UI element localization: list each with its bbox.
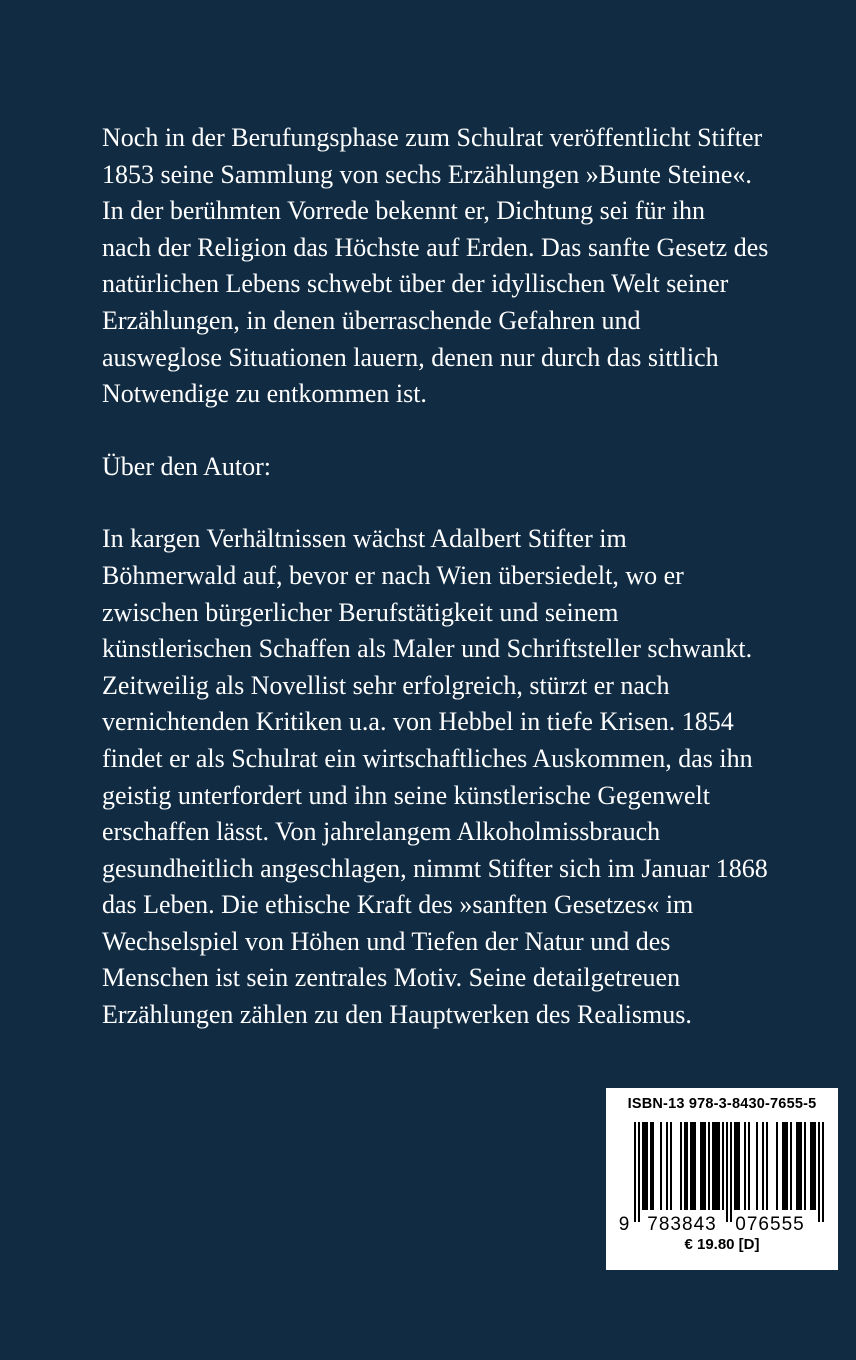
barcode-bar	[712, 1122, 714, 1210]
barcode-bar	[756, 1122, 758, 1210]
paragraph-gap	[102, 485, 822, 521]
barcode-image	[620, 1122, 824, 1234]
barcode-bar	[694, 1122, 696, 1210]
barcode-bar	[762, 1122, 764, 1210]
barcode-bar	[730, 1122, 732, 1222]
barcode-bar	[684, 1122, 686, 1210]
barcode-bar	[726, 1122, 728, 1222]
barcode-digits-right: 076555	[735, 1214, 805, 1235]
barcode-bar	[818, 1122, 820, 1222]
author-heading: Über den Autor:	[102, 451, 271, 481]
barcode-bar	[804, 1122, 806, 1210]
barcode-bar	[786, 1122, 788, 1210]
barcode-bar	[708, 1122, 710, 1210]
barcode-bar	[814, 1122, 816, 1210]
barcode-bar	[660, 1122, 662, 1210]
barcode-bar	[748, 1122, 750, 1210]
barcode-bar	[700, 1122, 702, 1210]
barcode-bars	[634, 1122, 824, 1222]
barcode-digit-first: 9	[618, 1214, 630, 1235]
barcode-bar	[722, 1122, 724, 1210]
barcode-bar	[810, 1122, 812, 1210]
barcode-bar	[766, 1122, 768, 1210]
barcode-bar	[686, 1122, 688, 1210]
blurb-text	[102, 120, 822, 1034]
barcode-bar	[650, 1122, 652, 1210]
barcode-bar	[716, 1122, 718, 1210]
barcode-bar	[646, 1122, 648, 1210]
barcode-bar	[782, 1122, 784, 1210]
barcode-bar	[638, 1122, 640, 1222]
barcode-bar	[702, 1122, 704, 1210]
barcode-bar	[704, 1122, 706, 1210]
barcode-bar	[644, 1122, 646, 1210]
barcode-bar	[738, 1122, 740, 1210]
barcode-bar	[718, 1122, 720, 1210]
barcode-bar	[822, 1122, 824, 1222]
barcode-bar	[690, 1122, 692, 1210]
barcode-bar	[634, 1122, 636, 1222]
barcode-bar	[692, 1122, 694, 1210]
barcode-bar	[642, 1122, 644, 1210]
barcode-bar	[670, 1122, 672, 1210]
barcode-bar	[800, 1122, 802, 1210]
barcode-bar	[652, 1122, 654, 1210]
blurb-paragraph-2: In kargen Verhältnissen wächst Adalbert Stifter im Böhmerwald auf, bevor er nach Wien übersiedelt, wo er zwischen bürgerlicher Berufstätigkeit und seinem künstlerischen Schaffen als Maler und Schriftsteller schwankt. Zeitweilig als Novellist sehr erfolgreich, stürzt er nach vernichtenden Kritiken u.a. von Hebbel in tiefe Krisen. 1854 findet er als Schulrat ein wirtschaftliches Auskommen, das ihn geistig unterfordert und ihn seine künstlerische Gegenwelt erschaffen lässt. Von jahrelangem Alkoholmissbrauch gesundheitlich angeschlagen, nimmt Stifter sich im Januar 1868 das Leben. Die ethische Kraft des »sanften Gesetzes« im Wechselspiel von Höhen und Tiefen der Natur und des Menschen ist sein zentrales Motiv. Seine detailgetreuen Erzählungen zählen zu den Hauptwerken des Realismus.	[102, 524, 768, 1030]
barcode-digits-left: 783843	[647, 1214, 717, 1235]
price-label: € 19.80 [D]	[684, 1236, 760, 1253]
paragraph-gap	[102, 413, 822, 449]
barcode-bar	[796, 1122, 798, 1210]
barcode-bar	[784, 1122, 786, 1210]
barcode-bar	[790, 1122, 792, 1210]
barcode-bar	[680, 1122, 682, 1210]
barcode-bar	[736, 1122, 738, 1210]
barcode-bar	[776, 1122, 778, 1210]
barcode-bar	[812, 1122, 814, 1210]
barcode-bar	[666, 1122, 668, 1210]
barcode-bar	[798, 1122, 800, 1210]
barcode-bar	[714, 1122, 716, 1210]
barcode-bar	[744, 1122, 746, 1210]
blurb-paragraph-1: Noch in der Berufungsphase zum Schulrat veröffentlicht Stifter 1853 seine Sammlung von sechs Erzählungen »Bunte Steine«. In der berühmten Vorrede bekennt er, Dichtung sei für ihn nach der Religion das Höchste auf Erden. Das sanfte Gesetz des natürlichen Lebens schwebt über der idyllischen Welt seiner Erzählungen, in denen überraschende Gefahren und ausweglose Situationen lauern, denen nur durch das sittlich Notwendige zu entkommen ist.	[102, 123, 769, 409]
barcode-bar	[734, 1122, 736, 1210]
isbn-barcode-box	[606, 1088, 838, 1270]
isbn-label: ISBN-13 978-3-8430-7655-5	[627, 1096, 817, 1112]
